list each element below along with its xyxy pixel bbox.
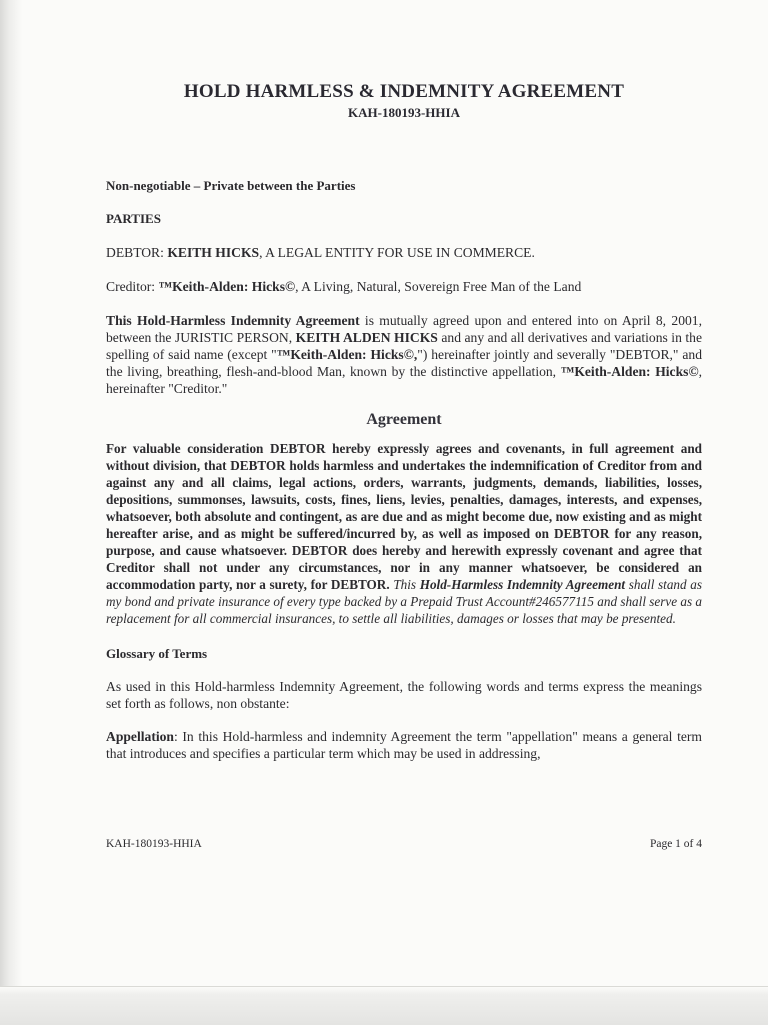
intro-lead: This Hold-Harmless Indemnity Agreement bbox=[106, 313, 360, 328]
agreement-terms: For valuable consideration DEBTOR hereby expressly agrees and covenants, in full agreement and without division, that DEBTOR holds harmless and undertakes the indemnification of Creditor from and against any and all claims, legal actions, orders, warrants, judgments, demands, liabilities, losses, depositions, summonses, lawsuits, costs, fines, liens, levies, penalties, damages, interests, and expenses, whatsoever, both absolute and contingent, as are due and as might become due, now existing and as might hereafter arise, and as might be suffered/incurred by, as well as imposed on DEBTOR for any reason, purpose, and cause whatsoever. DEBTOR does hereby and herewith expressly covenant and agree that Creditor shall not under any circumstances, nor in any manner whatsoever, be considered an accommodation party, nor a surety, for DEBTOR. bbox=[106, 441, 702, 592]
intro-juristic-name: KEITH ALDEN HICKS bbox=[295, 330, 438, 345]
creditor-label: Creditor: bbox=[106, 279, 159, 294]
debtor-description: , A LEGAL ENTITY FOR USE IN COMMERCE. bbox=[259, 245, 535, 260]
document-reference: KAH-180193-HHIA bbox=[348, 105, 460, 120]
document-title: HOLD HARMLESS & INDEMNITY AGREEMENT bbox=[183, 81, 625, 102]
footer-page-number: Page 1 of 4 bbox=[649, 838, 702, 850]
intro-excepted-name: ™Keith-Alden: Hicks©, bbox=[276, 347, 418, 362]
agreement-heading: Agreement bbox=[366, 411, 442, 428]
appellation-definition bbox=[106, 728, 702, 762]
appellation-term: Appellation bbox=[106, 729, 174, 744]
intro-appellation: ™Keith-Alden: Hicks© bbox=[560, 364, 699, 379]
agreement-paragraph bbox=[106, 440, 702, 627]
bond-clause-rest: shall stand as my bond and private insurance of every type backed by a Prepaid Trust Account#246577115 and shall serve as a replacement for all commercial insurances, to settle all liabilities, damages or losses that may be presented. bbox=[106, 577, 703, 626]
glossary-heading: Glossary of Terms bbox=[106, 646, 208, 661]
creditor-description: , A Living, Natural, Sovereign Free Man of the Land bbox=[295, 279, 582, 294]
glossary-intro: As used in this Hold-harmless Indemnity Agreement, the following words and terms express the meanings set forth as follows, non obstante: bbox=[106, 679, 702, 711]
debtor-line bbox=[106, 244, 702, 261]
creditor-line bbox=[106, 278, 702, 295]
intro-text-1: is mutually agreed upon and entered into on April 8, 2001, between the JURISTIC PERSON, bbox=[106, 313, 702, 345]
parties-heading: PARTIES bbox=[106, 211, 161, 226]
intro-text-2: and any and all derivatives and variations in the spelling of said name (except " bbox=[106, 330, 702, 362]
footer-reference: KAH-180193-HHIA bbox=[106, 838, 202, 850]
creditor-name: ™Keith-Alden: Hicks© bbox=[158, 279, 296, 294]
debtor-name: KEITH HICKS bbox=[167, 245, 260, 260]
page-footer bbox=[106, 838, 702, 850]
scan-bottom-edge bbox=[0, 986, 768, 1025]
intro-text-3: ") hereinafter jointly and severally "DEBTOR," and the living, breathing, flesh-and-blood Man, known by the distinctive appellation, bbox=[106, 347, 702, 379]
intro-paragraph bbox=[106, 312, 702, 397]
document-body bbox=[106, 80, 702, 762]
intro-text-4: , hereinafter "Creditor." bbox=[106, 364, 703, 396]
bond-clause-title: Hold-Harmless Indemnity Agreement bbox=[419, 577, 626, 592]
non-negotiable-line: Non-negotiable – Private between the Parties bbox=[106, 178, 356, 193]
debtor-label: DEBTOR: bbox=[106, 245, 168, 260]
scan-edge-shadow bbox=[0, 0, 22, 1024]
appellation-text: : In this Hold-harmless and indemnity Agreement the term "appellation" means a general term that introduces and specifies a particular term which may be used in addressing, bbox=[106, 729, 702, 761]
bond-clause-prefix: This bbox=[393, 577, 420, 592]
